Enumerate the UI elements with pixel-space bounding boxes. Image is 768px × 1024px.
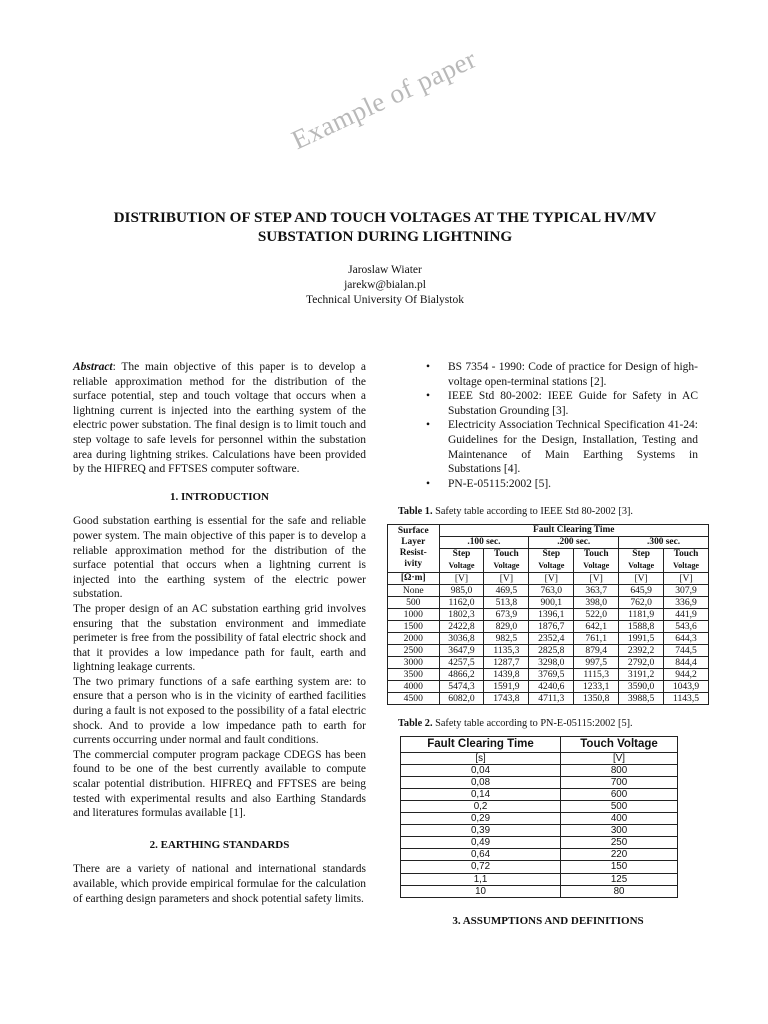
step-header: Step Voltage [439,548,484,572]
author-email: jarekw@bialan.pl [344,279,426,291]
table-cell: 645,9 [619,584,664,596]
table-cell: 0,29 [401,813,561,825]
table-row [388,620,709,632]
abstract-text: : The main objective of this paper is to develop a reliable approximation method for the distribution of the surface potential, step and touch voltage that occurs when a lightning current is injected into the earthing system of the electric power substation. The final design is to limit touch and step voltage to safe levels for personnel within the substation area during lightning strikes. Calculations have been provided by the HIFREQ and FFTSES computer software. [73,361,366,476]
table-cell: 3000 [388,656,440,668]
unit-row: [s] [V] [401,752,678,764]
list-item [398,418,698,476]
table-cell: 800 [561,764,678,776]
intro-paragraph: The two primary functions of a safe earthing system are: to ensure that a person who is in the vicinity of earthed facilities during a fault is not exposed to the possibility of a fatal electric shock. And to provide a low impedance path to earth for currents occurring under normal and fault conditions. [73,675,366,747]
table-cell: 1439,8 [484,668,529,680]
table-row [388,692,709,704]
bullet-icon: • [426,390,431,403]
table-cell: 761,1 [574,632,619,644]
table-row [401,873,678,885]
touch-header: Touch Voltage [484,548,529,572]
table-cell: 1000 [388,608,440,620]
table-row [388,584,709,596]
table-cell: 125 [561,873,678,885]
table-cell: 1135,3 [484,644,529,656]
table-cell: 944,2 [664,668,709,680]
table-cell: 2392,2 [619,644,664,656]
right-column [398,360,698,928]
table-cell: 398,0 [574,596,619,608]
table-cell: 500 [388,596,440,608]
abstract [73,360,366,477]
standards-list [398,360,698,491]
table-cell: 10 [401,885,561,897]
caption-label: Table 2. [398,717,433,729]
table-cell: 2000 [388,632,440,644]
touch-header: Touch Voltage [664,548,709,572]
table-cell: 3647,9 [439,644,484,656]
table-cell: 4000 [388,680,440,692]
caption-text: Safety table according to PN-E-05115:2002 [5]. [432,717,633,729]
col-header-touch-voltage: Touch Voltage [561,736,678,752]
table-cell: 763,0 [529,584,574,596]
table-cell: 1396,1 [529,608,574,620]
list-item [398,360,698,389]
table-row [401,837,678,849]
table-cell: 300 [561,825,678,837]
author-block [40,263,730,308]
table-cell: 1233,1 [574,680,619,692]
bullet-icon: • [426,477,431,490]
table-cell: 522,0 [574,608,619,620]
section-2-heading: 2. EARTHING STANDARDS [149,838,290,851]
author-affiliation: Technical University Of Bialystok [306,294,464,306]
step-header: Step Voltage [619,548,664,572]
table-cell: 1143,5 [664,692,709,704]
table-cell: 2792,0 [619,656,664,668]
table-cell: None [388,584,440,596]
table-cell: 3590,0 [619,680,664,692]
intro-paragraph: Good substation earthing is essential for the safe and reliable power system. The main objective of this paper is to develop a reliable approximation method for the distribution of the surface potential that occurs when a lightning current is injected into the earthing system of the electric power substation. [73,515,366,601]
table-row [401,825,678,837]
table-2 [400,736,678,898]
table-2-body [401,764,678,897]
table-cell: 1350,8 [574,692,619,704]
table-cell: 400 [561,813,678,825]
table-cell: 0,08 [401,776,561,788]
table-cell: 5474,3 [439,680,484,692]
time-header: .300 sec. [619,536,709,548]
table-row [388,632,709,644]
title-line-2: SUBSTATION DURING LIGHTNING [257,228,513,245]
caption-text: Safety table according to IEEE Std 80-2002 [3]. [432,506,633,518]
group-header: Fault Clearing Time [439,524,708,536]
table-cell: 3298,0 [529,656,574,668]
table-1 [387,524,709,705]
table-cell: 3191,2 [619,668,664,680]
section-2-body: There are a variety of national and international standards available, which provide empirical formulae for the calculation of earthing design parameters and shock potential safety limits. [73,863,366,905]
list-item [398,477,698,492]
author-name: Jaroslaw Wiater [348,264,422,276]
section-1-body [73,514,366,820]
col-header-fault-time: Fault Clearing Time [401,736,561,752]
touch-header: Touch Voltage [574,548,619,572]
standard-text: BS 7354 - 1990: Code of practice for Design of high-voltage open-terminal stations [2]. [448,361,698,388]
step-header: Step Voltage [529,548,574,572]
table-row [401,788,678,800]
table-cell: 744,5 [664,644,709,656]
intro-paragraph: The commercial computer program package CDEGS has been found to be one of the best currently available to compute scalar potential distribution. HIFREQ and FFTSES are being tested with experimental results and also Earthing Standards and literatures formulas available [1]. [73,748,366,820]
table-row [401,736,678,752]
table-cell: 844,4 [664,656,709,668]
table-cell: 3988,5 [619,692,664,704]
table-cell: 2352,4 [529,632,574,644]
col-header-resistivity: Surface Layer Resist- ivity [388,524,440,572]
table-cell: 363,7 [574,584,619,596]
section-1-heading: 1. INTRODUCTION [169,490,269,503]
table-cell: 762,0 [619,596,664,608]
table-cell: 0,2 [401,801,561,813]
table-cell: 0,39 [401,825,561,837]
table-cell: 982,5 [484,632,529,644]
table-row [388,668,709,680]
table-cell: 985,0 [439,584,484,596]
table-row [388,596,709,608]
table-cell: 1991,5 [619,632,664,644]
list-item [398,389,698,418]
table-cell: 0,14 [401,788,561,800]
caption-label: Table 1. [398,506,433,518]
paper-title [40,208,730,246]
table-cell: 80 [561,885,678,897]
standard-text: IEEE Std 80-2002: IEEE Guide for Safety in AC Substation Grounding [3]. [448,390,698,417]
table-cell: 0,04 [401,764,561,776]
table-row [388,680,709,692]
table-cell: 4866,2 [439,668,484,680]
table-cell: 997,5 [574,656,619,668]
bullet-icon: • [426,361,431,373]
table-cell: 1287,7 [484,656,529,668]
title-line-1: DISTRIBUTION OF STEP AND TOUCH VOLTAGES AT THE TYPICAL HV/MV [113,209,657,226]
table-cell: 1591,9 [484,680,529,692]
section-3-heading: 3. ASSUMPTIONS AND DEFINITIONS [452,914,644,927]
time-header: .200 sec. [529,536,619,548]
table-cell: 3500 [388,668,440,680]
table-cell: 250 [561,837,678,849]
intro-paragraph: The proper design of an AC substation earthing grid involves ensuring that the substation environment and immediate perimeter is free from the possibility of fatal electric shock and that it provides a low impedance path for fault, earth and lightning leakage currents. [73,602,366,674]
table-cell: 2825,8 [529,644,574,656]
table-row [401,801,678,813]
table-cell: 4257,5 [439,656,484,668]
table-cell: 1115,3 [574,668,619,680]
time-header: .100 sec. [439,536,529,548]
table-cell: 2422,8 [439,620,484,632]
table-cell: 1743,8 [484,692,529,704]
table-cell: 513,8 [484,596,529,608]
table-cell: 4500 [388,692,440,704]
table-cell: 4240,6 [529,680,574,692]
table-cell: 1043,9 [664,680,709,692]
table-cell: 642,1 [574,620,619,632]
table-cell: 543,6 [664,620,709,632]
table-row [388,644,709,656]
table-cell: 1588,8 [619,620,664,632]
standard-text: Electricity Association Technical Specification 41-24: Guidelines for the Design, Installation, Testing and Maintenance of Main Earthing Systems in Substations [4]. [448,419,698,476]
table-2-caption [398,717,698,732]
table-cell: 1181,9 [619,608,664,620]
table-cell: 3769,5 [529,668,574,680]
table-row [401,849,678,861]
table-row [401,764,678,776]
standard-text: PN-E-05115:2002 [5]. [448,477,552,490]
table-cell: 700 [561,776,678,788]
table-cell: 1162,0 [439,596,484,608]
table-row [388,656,709,668]
table-cell: 469,5 [484,584,529,596]
table-cell: 220 [561,849,678,861]
table-cell: 307,9 [664,584,709,596]
table-1-caption [398,505,698,520]
table-cell: 4711,3 [529,692,574,704]
table-row [388,524,709,536]
table-cell: 500 [561,801,678,813]
table-cell: 1,1 [401,873,561,885]
table-cell: 1876,7 [529,620,574,632]
table-cell: 900,1 [529,596,574,608]
left-column [73,360,366,906]
table-cell: 150 [561,861,678,873]
table-cell: 3036,8 [439,632,484,644]
unit-row: [Ω·m] [V] [V] [V] [V] [V] [V] [388,572,709,584]
table-cell: 336,9 [664,596,709,608]
watermark: Example of paper [287,43,481,156]
table-cell: 829,0 [484,620,529,632]
table-cell: 879,4 [574,644,619,656]
table-cell: 1802,3 [439,608,484,620]
table-cell: 6082,0 [439,692,484,704]
table-cell: 0,72 [401,861,561,873]
table-1-body [388,584,709,704]
table-row [401,813,678,825]
table-row [401,776,678,788]
table-cell: 600 [561,788,678,800]
table-cell: 0,49 [401,837,561,849]
table-cell: 1500 [388,620,440,632]
table-row [388,608,709,620]
abstract-label: Abstract [73,361,113,373]
table-cell: 441,9 [664,608,709,620]
table-cell: 2500 [388,644,440,656]
table-cell: 673,9 [484,608,529,620]
table-row [401,885,678,897]
table-cell: 644,3 [664,632,709,644]
table-row [401,861,678,873]
bullet-icon: • [426,419,431,432]
table-cell: 0,64 [401,849,561,861]
